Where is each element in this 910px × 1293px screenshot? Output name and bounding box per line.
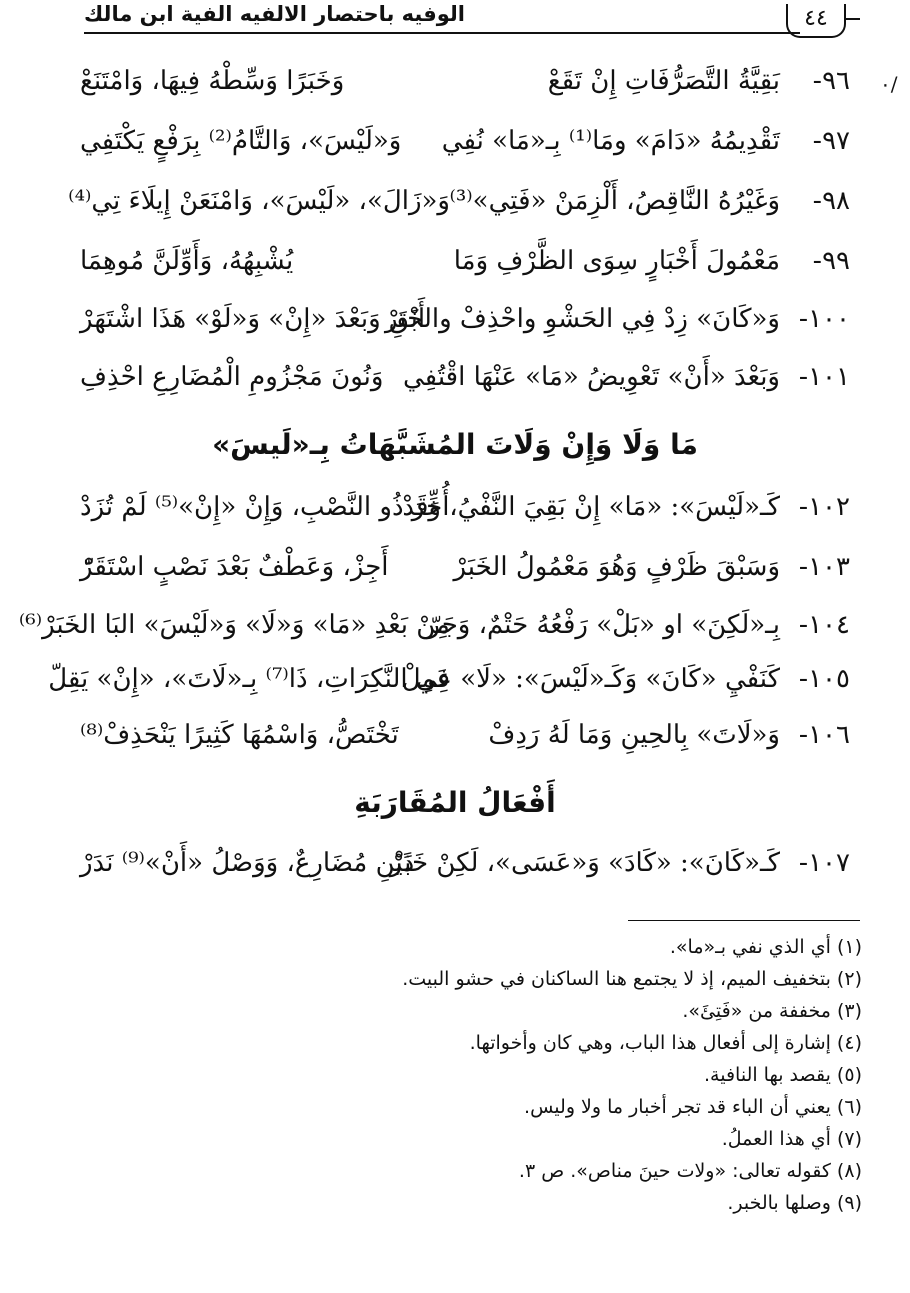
verse-number: ١٠٣- [798,552,850,582]
section-title-ma-la: مَا وَلَا وَإِنْ وَلَاتَ المُشَبَّهَاتُ بِـ«لَيسَ» [212,428,698,461]
verse-first-hemistich: بَقِيَّةُ التَّصَرُّفَاتِ إِنْ تَقَعْ [547,66,780,96]
verse-second-hemistich: وَ«لَيْسَ»، وَالتَّامُ⁽²⁾ بِرَفْعٍ يَكْتَفِي [80,126,402,156]
header-rule [84,32,800,34]
footnote-separator [628,920,860,921]
verse-first-hemistich: كَـ«لَيْسَ»: «مَا» إِنْ بَقِيَ النَّفْيُ، وَقَدْ [402,492,780,522]
verse-number: ١٠٧- [798,848,850,878]
verse-number: ٩٦- [812,66,850,96]
verse-103 [80,546,850,596]
verse-number: ٩٨- [812,186,850,216]
verse-101 [80,356,850,406]
verse-second-hemistich: يُشْبِهُهُ، وَأَوِّلَنَّ مُوهِمَا [80,246,294,276]
verse-number: ١٠٦- [798,720,850,750]
verse-number: ١٠٠- [798,304,850,334]
verse-96 [80,60,850,110]
verse-second-hemistich: مِنْ بَعْدِ «مَا» وَ«لَا» وَ«لَيْسَ» البَا الخَبَرْ⁽⁶⁾ [18,610,450,640]
verse-100 [80,298,850,348]
verse-104 [18,604,850,654]
footnote-4: (٤) إشارة إلى أفعال هذا الباب، وهي كان وأخواتها. [469,1032,862,1054]
verse-number: ٩٧- [812,126,850,156]
header-title: الوفيه باحتصار الالفيه الفية ابن مالك [84,2,465,26]
verse-second-hemistich: أُخِّرَ ذُو النَّصْبِ، وَإِنْ «إِنْ»⁽⁵⁾ لَمْ تُزَدْ [80,492,450,522]
verse-first-hemistich: بِـ«لَكِنَ» او «بَلْ» رَفْعُهُ حَتْمٌ، وَجَرّ [427,610,780,640]
verse-first-hemistich: وَغَيْرُهُ النَّاقِصُ، أَلْزِمَنْ «فَتِي»⁽³⁾ [449,186,780,216]
footnote-3: (٣) مخففة من «فَتِئَ». [682,1000,862,1022]
footnote-9: (٩) وصلها بالخبر. [727,1192,862,1214]
verse-102 [80,486,850,536]
verse-first-hemistich: وَ«كَانَ» زِدْ فِي الحَشْوِ واحْذِفْ والخَبَرْ [384,304,780,334]
margin-mark: /٠ [880,72,898,96]
verse-first-hemistich: تَقْدِيمُهُ «دَامَ» ومَا⁽¹⁾ بِـ«مَا» نُفِي [441,126,780,156]
verse-98 [68,180,850,230]
running-header [84,0,860,40]
verse-first-hemistich: وَ«لَاتَ» بِالحِينِ وَمَا لَهُ رَدِفْ [488,720,780,750]
verse-second-hemistich: أَجِزْ، وَعَطْفٌ بَعْدَ نَصْبٍ اسْتَقَرّْ [80,552,389,582]
verse-97 [80,120,850,170]
verse-106 [80,714,850,764]
section-title-muqaraba: أَفْعَالُ المُقَارَبَةِ [354,786,556,819]
verse-number: ٩٩- [812,246,850,276]
verse-second-hemistich: تَخْتَصُّ، وَاسْمُهَا كَثِيرًا يَنْحَذِفْ⁽⁸⁾ [80,720,399,750]
footnote-6: (٦) يعني أن الباء قد تجر أخبار ما ولا وليس. [524,1096,862,1118]
verse-second-hemistich: فِي النَّكِرَاتِ، ذَا⁽⁷⁾ بِـ«لَاتَ»، «إِنْ» يَقِلّ [48,664,450,694]
verse-first-hemistich: كَـ«كَانَ»: «كَادَ» وَ«عَسَى»، لَكِنْ خَبَرْ [389,848,780,878]
verse-number: ١٠٤- [798,610,850,640]
verse-107 [80,842,850,892]
verse-first-hemistich: كَنَفْيِ «كَانَ» وَكَـ«لَيْسَ»: «لَا» عَمِلْ [401,664,780,694]
verse-second-hemistich: وَخَبَرًا وَسِّطْهُ فِيهَا، وَامْتَنَعْ [80,66,345,96]
footnote-5: (٥) يقصد بها النافية. [704,1064,862,1086]
verse-number: ١٠١- [798,362,850,392]
verse-first-hemistich: وَسَبْقَ ظَرْفٍ وَهُوَ مَعْمُولُ الخَبَرْ [453,552,780,582]
verse-99 [80,240,850,290]
footnote-2: (٢) بتخفيف الميم، إذ لا يجتمع هنا الساكنان في حشو البيت. [402,968,862,990]
verse-first-hemistich: وَبَعْدَ «أَنْ» تَعْوِيضُ «مَا» عَنْهَا اقْتُفِي [403,362,780,392]
header-tick [846,18,860,20]
footnote-8: (٨) كقوله تعالى: «ولات حينَ مناص». ص ٣. [518,1160,862,1182]
verse-105 [48,658,850,708]
verse-number: ١٠٥- [798,664,850,694]
verse-second-hemistich: أَبْقِ وَبَعْدَ «إِنْ» وَ«لَوْ» هَذَا اشْتَهَرْ [80,304,426,334]
verse-second-hemistich: وَنُونَ مَجْزُومِ الْمُضَارِعِ احْذِفِ [80,362,384,392]
page-number: ٤٤ [786,4,846,38]
verse-second-hemistich: وَ«زَالَ»، «لَيْسَ»، وَامْنَعَنْ إِيلَاءَ تِي⁽⁴⁾ [68,186,450,216]
verse-second-hemistich: ذَيْنِ مُضَارِعٌ، وَوَصْلُ «أَنْ»⁽⁹⁾ نَدَرْ [80,848,415,878]
verse-first-hemistich: مَعْمُولَ أَخْبَارٍ سِوَى الظَّرْفِ وَمَا [453,246,780,276]
footnote-7: (٧) أي هذا العملُ. [721,1128,862,1150]
verse-number: ١٠٢- [798,492,850,522]
footnote-1: (١) أي الذي نفي بـ«ما». [669,936,862,958]
